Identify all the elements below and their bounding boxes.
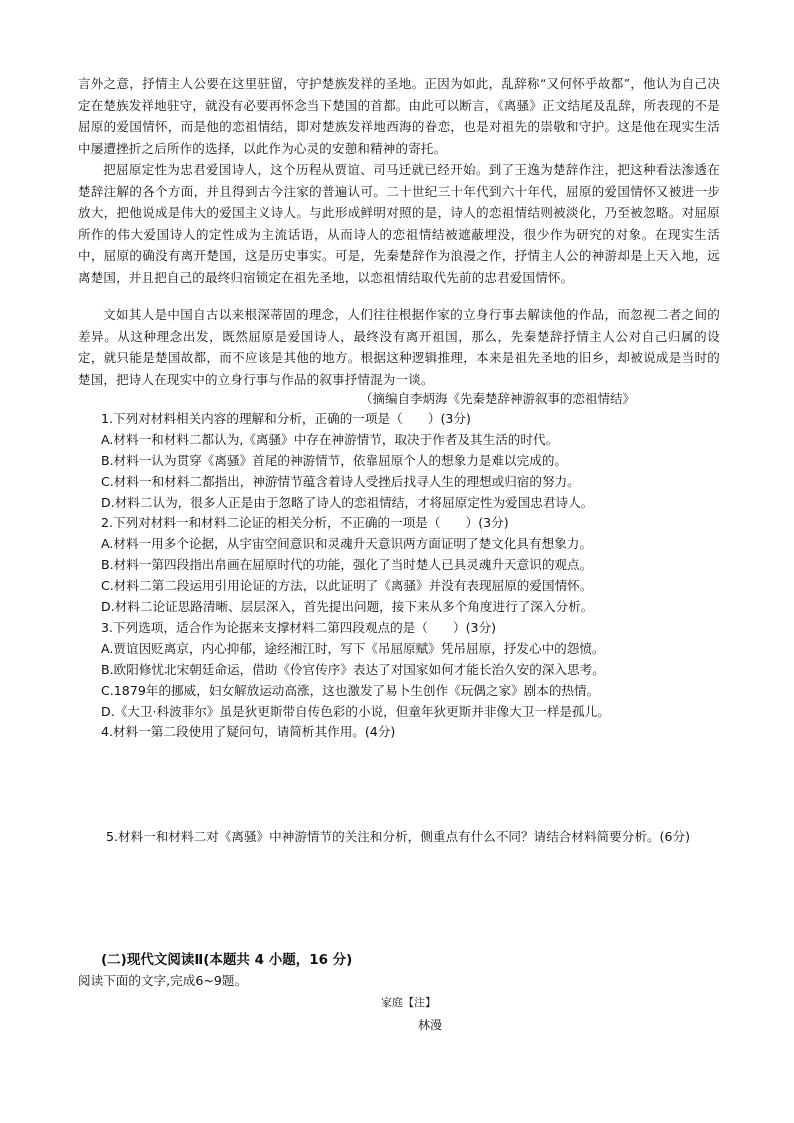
question-1-option-b: B.材料一认为贯穿《离骚》首尾的神游情节，依靠屈原个人的想象力是难以完成的。 [101,453,568,468]
question-2-option-d: D.材料二论证思路清晰、层层深入，首先提出问题，接下来从多个角度进行了深入分析。 [101,599,594,614]
question-1-option-a: A.材料一和材料二都认为,《离骚》中存在神游情节，取决于作者及其生活的时代。 [101,432,559,447]
material-paragraph-1 [78,73,720,159]
question-1-option-c: C.材料一和材料二都指出，神游情节蕴含着诗人受挫后找寻人生的理想或归宿的努力。 [101,474,580,489]
question-1-stem: 1.下列对材料相关内容的理解和分析，正确的一项是（ ）(3分) [101,411,471,426]
question-2-option-c: C.材料二第二段运用引用论证的方法，以此证明了《离骚》并没有表现屈原的爱国情怀。 [101,578,593,593]
section-instruction: 阅读下面的文字,完成6~9题。 [78,973,248,988]
material-paragraph-2 [78,159,720,289]
question-3-option-b: B.欧阳修忧北宋朝廷命运，借助《伶官传序》表达了对国家如何才能长治久安的深入思考。 [101,662,605,677]
paragraph-2-text: 把屈原定性为忠君爱国诗人，这个历程从贾谊、司马迁就已经开始。到了王逸为楚辞作注，把这种看法渗透在楚辞注解的各个方面，并且得到古今注家的普遍认可。二十世纪三十年代到六十年代，屈原的爱国情怀又被进一步放大，把他说成是伟大的爱国主义诗人。与此形成鲜明对照的是，诗人的恋祖情结则被淡化，乃至被忽略。对屈原所作的伟大爱国诗人的定性成为主流话语，从而诗人的恋祖情结被遮蔽埋没，很少作为研究的对象。在现实生活中，屈原的确没有离开楚国，这是历史事实。可是，先秦楚辞作为浪漫之作，抒情主人公的神游却是上天入地，远离楚国，并且把自己的最终归宿锁定在祖先圣地，以恋祖情结取代先前的忠君爱国情怀。 [78,162,720,285]
question-5-text: 5.材料一和材料二对《离骚》中神游情节的关注和分析，侧重点有什么不同？请结合材料简要分析。(6分) [106,829,690,844]
question-5 [78,826,738,847]
question-4-stem: 4.材料一第二段使用了疑问句，请简析其作用。(4分) [101,724,396,739]
question-2-stem: 2.下列对材料一和材料二论证的相关分析，不正确的一项是（ ）(3分) [101,515,509,530]
material-paragraph-3 [78,304,720,390]
section-heading: (二)现代文阅读Ⅱ(本题共 4 小题，16 分) [101,952,353,968]
paragraph-1-text: 言外之意，抒情主人公要在这里驻留，守护楚族发祥的圣地。正因为如此，乱辞称“又何怀乎故都”，他认为自己决定在楚族发祥地驻守，就没有必要再怀念当下楚国的首都。由此可以断言，《离骚》正文结尾及乱辞，所表现的不是屈原的爱国情怀，而是他的恋祖情结，即对楚族发祥地西海的眷恋，也是对祖先的崇敬和守护。这是他在现实生活中屡遭挫折之后所作的选择，以此作为心灵的安憩和精神的寄托。 [78,76,720,156]
question-2-option-a: A.材料一用多个论据，从宇宙空间意识和灵魂升天意识两方面证明了楚文化具有想象力。 [101,536,592,551]
question-3-option-d: D.《大卫·科波菲尔》虽是狄更斯带自传色彩的小说，但童年狄更斯并非像大卫一样是孤儿。 [101,704,610,719]
question-3-option-a: A.贾谊因贬离京，内心抑郁，途经湘江时，写下《吊屈原赋》凭吊屈原，抒发心中的怨愤。 [101,641,605,656]
question-3-option-c: C.1879年的挪威，妇女解放运动高涨，这也激发了易卜生创作《玩偶之家》剧本的热情。 [101,683,600,698]
article-author: 林漫 [418,1018,443,1032]
question-1-option-d: D.材料二认为，很多人正是由于忽略了诗人的恋祖情结，才将屈原定性为爱国忠君诗人。 [101,495,594,510]
question-2-option-b: B.材料一第四段指出帛画在屈原时代的功能，强化了当时楚人已具灵魂升天意识的观点。 [101,557,593,572]
source-citation: （摘编自李炳海《先秦楚辞神游叙事的恋祖情结》 [360,391,636,406]
article-title: 家庭【注】 [381,996,436,1009]
question-3-stem: 3.下列选项，适合作为论据来支撑材料二第四段观点的是（ ）(3分) [101,620,497,635]
paragraph-3-text: 文如其人是中国自古以来根深蒂固的理念，人们往往根据作家的立身行事去解读他的作品，而忽视二者之间的差异。从这种理念出发，既然屈原是爱国诗人，最终没有离开祖国，那么，先秦楚辞抒情主人公对自己归属的设定，就只能是楚国故都，而不应该是其他的地方。根据这种逻辑推理，本来是祖先圣地的旧乡，却被说成是当时的楚国，把诗人在现实中的立身行事与作品的叙事抒情混为一谈。 [78,307,720,387]
